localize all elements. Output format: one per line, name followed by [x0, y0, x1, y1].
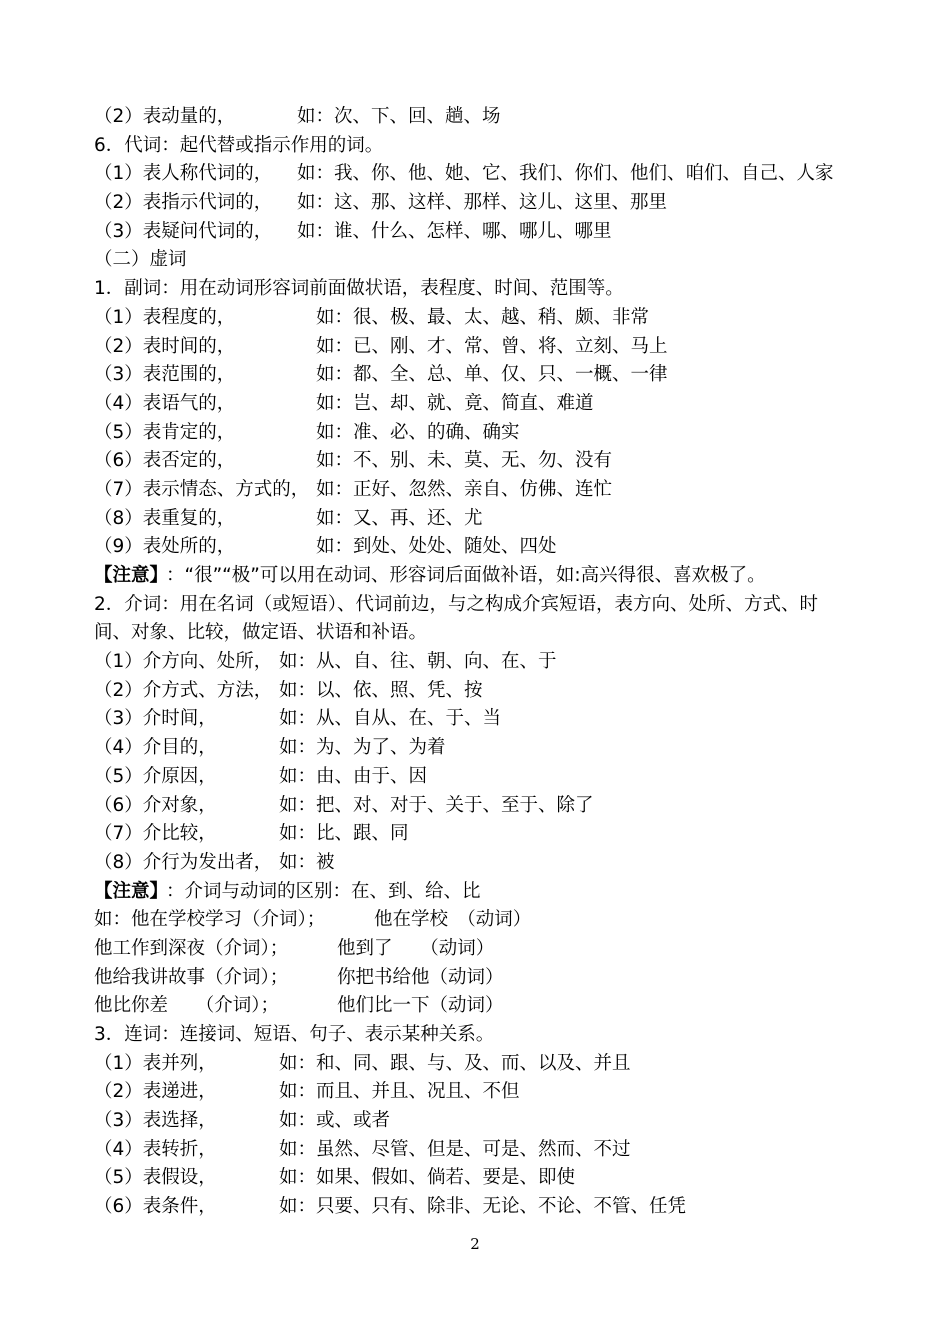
line-label: （3）表疑问代词的， — [94, 220, 273, 242]
text-line — [94, 419, 874, 448]
line-examples: 如：准、必、的确、确实 — [316, 421, 520, 443]
note-label: 【注意】 — [94, 565, 169, 586]
document-body — [94, 103, 874, 1222]
text-line — [94, 619, 874, 648]
text-line — [94, 820, 874, 849]
text-line — [94, 132, 874, 161]
line-label: （4）表语气的， — [94, 392, 236, 414]
line-label: （5）表假设， — [94, 1167, 217, 1189]
line-examples: 如：都、全、总、单、仅、只、一概、一律 — [316, 364, 668, 386]
line-examples: 如：或、或者 — [279, 1110, 391, 1132]
line-label: （5）介原因， — [94, 765, 217, 787]
note-label: 【注意】 — [94, 880, 169, 902]
line-label: （9）表处所的， — [94, 536, 236, 558]
line-label: （4）介目的， — [94, 737, 217, 759]
line-examples: 如：由、由于、因 — [279, 765, 428, 787]
line-label: 6．代词：起代替或指示作用的词。 — [94, 134, 384, 156]
line-examples: 如：已、刚、才、常、曾、将、立刻、马上 — [316, 335, 668, 357]
text-line — [94, 103, 874, 132]
line-label: 间、对象、比较，做定语、状语和补语。 — [94, 622, 428, 644]
line-label: （7）介比较， — [94, 823, 217, 845]
line-label: （6）表否定的， — [94, 450, 236, 472]
text-line — [94, 992, 874, 1021]
line-examples: 如：比、跟、同 — [279, 823, 409, 845]
line-examples: 他们比一下（动词） — [337, 995, 504, 1017]
line-examples: 如：到处、处处、随处、四处 — [316, 536, 557, 558]
line-label: （6）表条件， — [94, 1196, 217, 1218]
text-line — [94, 792, 874, 821]
text-line — [94, 1136, 874, 1165]
line-examples: 如：为、为了、为着 — [279, 737, 446, 759]
text-line — [94, 160, 874, 189]
line-examples: 如：岂、却、就、竟、简直、难道 — [316, 392, 594, 414]
line-label: （1）表程度的， — [94, 306, 236, 328]
text-line — [94, 447, 874, 476]
line-examples: 如：而且、并且、况且、不但 — [279, 1081, 520, 1103]
line-examples: 如：以、依、照、凭、按 — [279, 679, 483, 701]
line-label: （3）表范围的， — [94, 364, 236, 386]
line-label: （4）表转折， — [94, 1138, 217, 1160]
text-line — [94, 878, 874, 907]
line-label: （2）表时间的， — [94, 335, 236, 357]
text-line — [94, 390, 874, 419]
line-label: 3．连词：连接词、短语、句子、表示某种关系。 — [94, 1024, 495, 1045]
line-label: （2）表递进， — [94, 1081, 217, 1103]
line-label: 他工作到深夜（介词）； — [94, 937, 289, 959]
text-line — [94, 1050, 874, 1079]
line-examples: 如：不、别、未、莫、无、勿、没有 — [316, 450, 613, 472]
text-line — [94, 935, 874, 964]
text-line — [94, 275, 874, 304]
line-examples: 如：很、极、最、太、越、稍、颇、非常 — [316, 306, 650, 328]
page-number: 2 — [470, 1235, 480, 1253]
line-examples: 如：把、对、对于、关于、至于、除了 — [279, 794, 594, 816]
text-line — [94, 648, 874, 677]
text-line — [94, 361, 874, 390]
line-label: （3）介时间， — [94, 708, 217, 730]
text-line — [94, 1078, 874, 1107]
line-examples: 如：次、下、回、趟、场 — [297, 106, 501, 127]
line-examples: 如：谁、什么、怎样、哪、哪儿、哪里 — [297, 220, 612, 242]
line-label: （2）表指示代词的， — [94, 192, 273, 214]
line-examples: 如：只要、只有、除非、无论、不论、不管、任凭 — [279, 1196, 687, 1218]
line-label: （1）表并列， — [94, 1052, 217, 1074]
line-examples: 如：我、你、他、她、它、我们、你们、他们、咱们、自己、人家 — [297, 163, 834, 185]
line-label: （6）介对象， — [94, 794, 217, 816]
text-line — [94, 849, 874, 878]
text-line — [94, 734, 874, 763]
text-line — [94, 189, 874, 218]
line-examples: 如：被 — [279, 851, 335, 873]
line-examples: 如：这、那、这样、那样、这儿、这里、那里 — [297, 192, 668, 214]
text-line — [94, 591, 874, 620]
line-label: 2．介词：用在名词（或短语）、代词前边，与之构成介宾短语，表方向、处所、方式、时 — [94, 593, 819, 615]
text-line — [94, 304, 874, 333]
text-line — [94, 677, 874, 706]
text-line — [94, 1164, 874, 1193]
text-line — [94, 333, 874, 362]
line-label: （1）表人称代词的， — [94, 163, 273, 185]
line-label: （3）表选择， — [94, 1110, 217, 1132]
text-line — [94, 763, 874, 792]
line-label: （二）虚词 — [94, 249, 187, 271]
text-line — [94, 1021, 874, 1050]
line-label: （8）介行为发出者， — [94, 851, 273, 873]
line-examples: 如：如果、假如、倘若、要是、即使 — [279, 1167, 576, 1189]
line-examples: 如：虽然、尽管、但是、可是、然而、不过 — [279, 1138, 631, 1160]
text-line — [94, 476, 874, 505]
line-label: （2）介方式、方法， — [94, 679, 273, 701]
text-line — [94, 964, 874, 993]
line-examples: 他到了 （动词） — [337, 937, 495, 959]
line-examples: 如：正好、忽然、亲自、仿佛、连忙 — [316, 478, 613, 500]
line-label: 如：他在学校学习（介词）； — [94, 909, 326, 931]
line-label: （5）表肯定的， — [94, 421, 236, 443]
line-examples: 如：又、再、还、尤 — [316, 507, 483, 529]
line-examples: ：“很”“极”可以用在动词、形容词后面做补语，如:高兴得很、喜欢极了。 — [166, 565, 766, 586]
line-label: （2）表动量的， — [94, 106, 236, 127]
text-line — [94, 1193, 874, 1222]
text-line — [94, 1107, 874, 1136]
line-label: 他比你差 （介词）； — [94, 995, 280, 1017]
text-line — [94, 533, 874, 562]
line-label: 1．副词：用在动词形容词前面做状语，表程度、时间、范围等。 — [94, 278, 624, 300]
line-label: （1）介方向、处所， — [94, 651, 273, 673]
text-line — [94, 505, 874, 534]
line-examples: ：介词与动词的区别：在、到、给、比 — [166, 880, 481, 902]
line-examples: 如：从、自、往、朝、向、在、于 — [279, 651, 557, 673]
text-line — [94, 562, 874, 591]
line-label: （8）表重复的， — [94, 507, 236, 529]
text-line — [94, 906, 874, 935]
line-examples: 如：和、同、跟、与、及、而、以及、并且 — [279, 1052, 631, 1074]
text-line — [94, 218, 874, 247]
line-label: 他给我讲故事（介词）； — [94, 966, 289, 988]
line-label: （7）表示情态、方式的， — [94, 478, 310, 500]
line-examples: 如：从、自从、在、于、当 — [279, 708, 502, 730]
line-examples: 你把书给他（动词） — [337, 966, 504, 988]
text-line — [94, 705, 874, 734]
text-line — [94, 246, 874, 275]
line-examples: 他在学校 （动词） — [374, 909, 532, 931]
